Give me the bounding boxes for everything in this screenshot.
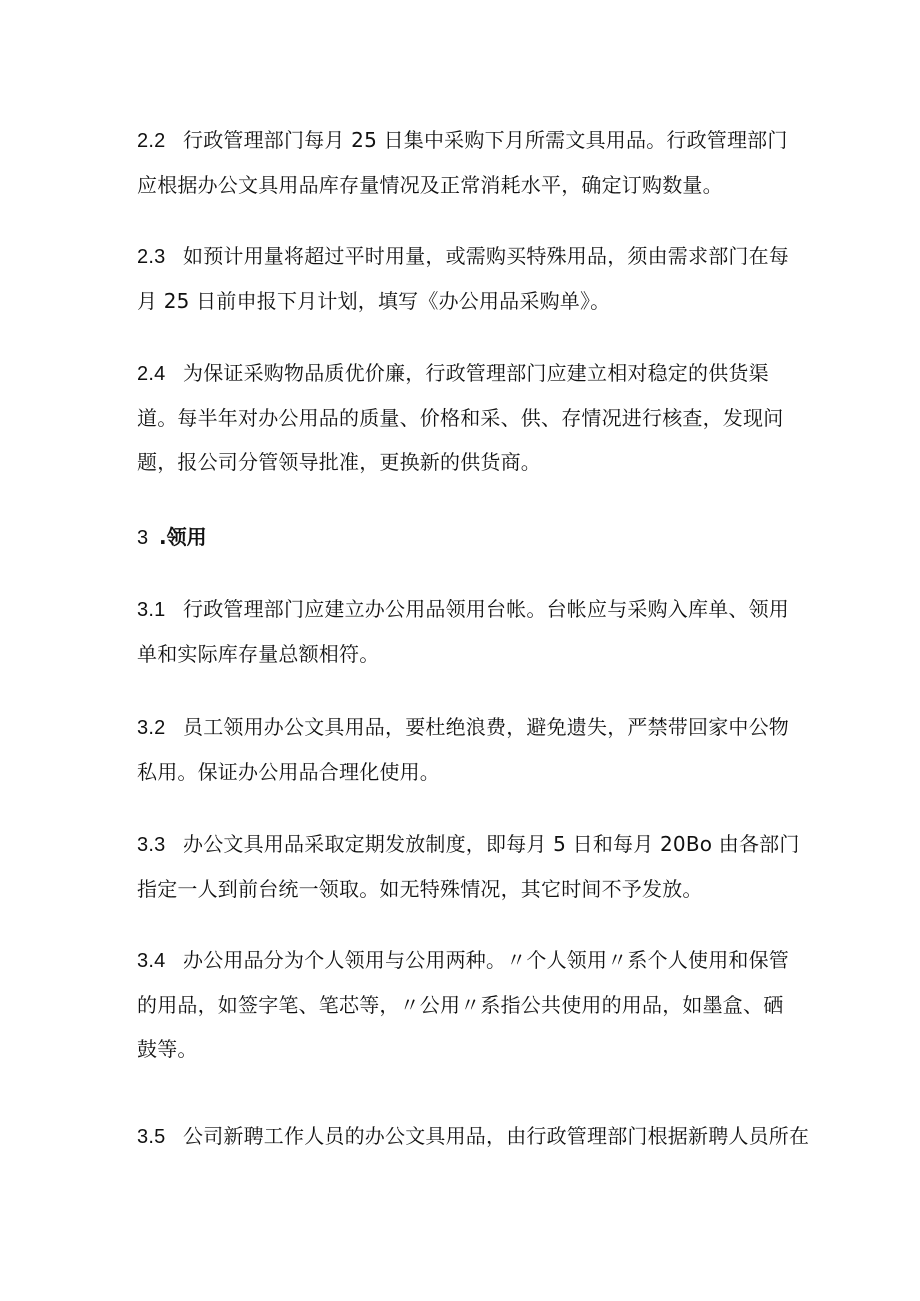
paragraph-3-1 bbox=[137, 587, 802, 676]
paragraph-text: 为保证采购物品质优价廉，行政管理部门应建立相对稳定的供货渠 bbox=[183, 361, 769, 385]
paragraph-line bbox=[137, 587, 802, 632]
paragraph-3-5 bbox=[137, 1114, 810, 1159]
paragraph-line bbox=[137, 234, 802, 279]
paragraph-text: 办公文具用品采取定期发放制度，即每月 5 日和每月 20Bo 由各部门 bbox=[183, 832, 800, 856]
paragraph-text: 公司新聘工作人员的办公文具用品，由行政管理部门根据新聘人员所在 bbox=[183, 1124, 810, 1148]
paragraph-number: 3.5 bbox=[137, 1126, 166, 1148]
paragraph-line: 鼓等。 bbox=[137, 1037, 198, 1061]
paragraph-line bbox=[137, 938, 802, 983]
paragraph-line bbox=[137, 705, 802, 750]
paragraph-number: 3.2 bbox=[137, 717, 166, 739]
section-title: .领用 bbox=[159, 525, 207, 549]
paragraph-number: 2.3 bbox=[137, 246, 166, 268]
paragraph-line: 题，报公司分管领导批准，更换新的供货商。 bbox=[137, 450, 541, 474]
paragraph-text: 办公用品分为个人领用与公用两种。〃个人领用〃系个人使用和保管 bbox=[183, 948, 789, 972]
section-number: 3 bbox=[137, 527, 149, 549]
paragraph-line: 单和实际库存量总额相符。 bbox=[137, 642, 380, 666]
paragraph-text: 行政管理部门每月 25 日集中采购下月所需文具用品。行政管理部门 bbox=[183, 128, 788, 152]
paragraph-2-4 bbox=[137, 351, 802, 484]
paragraph-line bbox=[137, 822, 802, 867]
paragraph-number: 3.4 bbox=[137, 950, 166, 972]
paragraph-3-2 bbox=[137, 705, 802, 794]
paragraph-number: 3.1 bbox=[137, 599, 166, 621]
paragraph-line: 月 25 日前申报下月计划，填写《办公用品采购单》。 bbox=[137, 289, 611, 313]
paragraph-text: 如预计用量将超过平时用量，或需购买特殊用品，须由需求部门在每 bbox=[183, 244, 789, 268]
paragraph-3-3 bbox=[137, 822, 802, 911]
paragraph-line: 指定一人到前台统一领取。如无特殊情况，其它时间不予发放。 bbox=[137, 877, 703, 901]
paragraph-number: 2.2 bbox=[137, 130, 166, 152]
paragraph-line: 私用。保证办公用品合理化使用。 bbox=[137, 760, 440, 784]
paragraph-number: 2.4 bbox=[137, 363, 166, 385]
paragraph-line bbox=[137, 351, 802, 396]
paragraph-line bbox=[137, 1114, 810, 1159]
paragraph-line: 的用品，如签字笔、笔芯等，〃公用〃系指公共使用的用品，如墨盒、硒 bbox=[137, 993, 784, 1017]
paragraph-3-4 bbox=[137, 938, 802, 1071]
paragraph-line bbox=[137, 118, 802, 163]
paragraph-text: 员工领用办公文具用品，要杜绝浪费，避免遗失，严禁带回家中公物 bbox=[183, 715, 789, 739]
paragraph-2-2 bbox=[137, 118, 802, 207]
section-heading bbox=[137, 515, 207, 560]
paragraph-number: 3.3 bbox=[137, 834, 166, 856]
paragraph-line: 应根据办公文具用品库存量情况及正常消耗水平，确定订购数量。 bbox=[137, 173, 723, 197]
paragraph-line: 道。每半年对办公用品的质量、价格和采、供、存情况进行核查，发现问 bbox=[137, 406, 784, 430]
paragraph-text: 行政管理部门应建立办公用品领用台帐。台帐应与采购入库单、领用 bbox=[183, 597, 789, 621]
paragraph-2-3 bbox=[137, 234, 802, 323]
